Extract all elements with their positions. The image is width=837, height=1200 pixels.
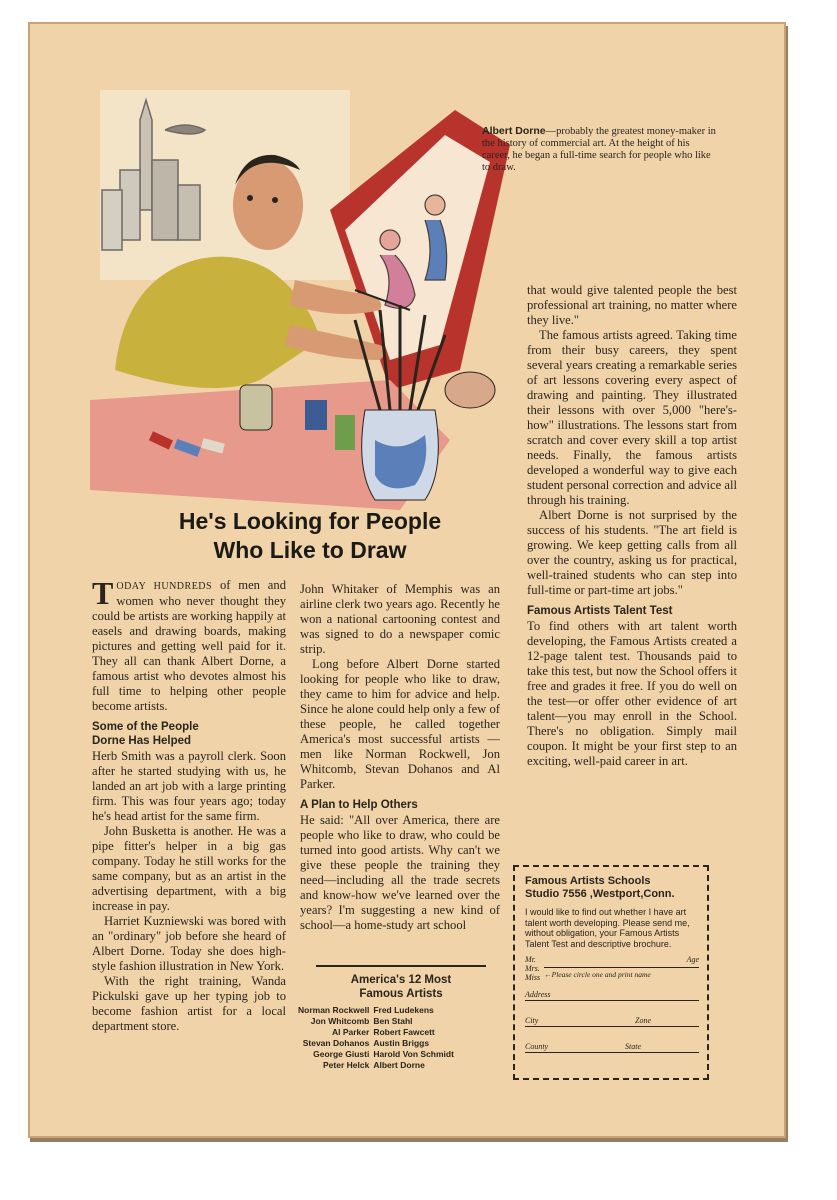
artist-name-right: Harold Von Schmidt xyxy=(373,1049,454,1059)
paragraph-herb-smith: Herb Smith was a payroll clerk. Soon after he started studying with us, he landed an art job with a large printing firm. This was four years ago; today he's head artist for the same firm. xyxy=(92,749,286,823)
caption-name: Albert Dorne xyxy=(482,125,546,137)
county-label: County xyxy=(525,1042,549,1051)
artist-row xyxy=(296,1016,456,1027)
article-column-2 xyxy=(300,582,500,933)
paragraph-john-whitaker: John Whitaker of Memphis was an airline clerk two years ago. Recently he won a national cartooning contest and was signed to do a newspaper comic strip. xyxy=(300,582,500,656)
famous-title-line-1: America's 12 Most xyxy=(350,974,452,986)
paragraph-artists-agreed: The famous artists agreed. Taking time from their busy careers, they spent several years creating a remarkable series of art lessons covering every aspect of drawing and painting. They illustrated their lessons with over 5,000 "here's-how" illustrations. The lessons start from scratch and cover every skill a top artist needs. Finally, the famous artists developed a wonderful way to give each student personal correction and advice all through his training. xyxy=(527,328,737,507)
famous-artists-list xyxy=(296,965,506,1071)
paragraph-continued: that would give talented people the best professional art training, no matter where they live." xyxy=(527,283,737,327)
paragraph-talent-test: To find others with art talent worth developing, the Famous Artists created a 12-page talent test. Thousands paid to take this test, but now the School offers it free and grades it free. If you do well on the test—or offer other evidence of art talent—you may enroll in the School. There's no obligation. Simply mail coupon. It might be your first step to an exciting, well-paid career in art. xyxy=(527,619,737,768)
subhead-talent-test: Famous Artists Talent Test xyxy=(527,605,673,617)
artist-row xyxy=(296,1027,456,1038)
title-mrs[interactable]: Mrs. xyxy=(525,964,540,973)
divider xyxy=(316,965,486,967)
artist-name-right: Ben Stahl xyxy=(373,1016,413,1026)
circle-note: ←Please circle one and print name xyxy=(544,970,651,979)
artist-name-left: Stevan Dohanos xyxy=(302,1038,370,1048)
artist-row xyxy=(296,1038,456,1049)
title-options[interactable] xyxy=(525,955,540,982)
intro-text: of men and women who never thought they could be artists are working happily at easels and drawing boards, making pictures and getting well paid for it. They all can thank Albert Dorne, a famous artist who devotes almost his full time to helping other people become artists. xyxy=(92,578,286,713)
city-label: City xyxy=(525,1016,539,1025)
intro-smallcaps: ODAY HUNDREDS xyxy=(116,581,213,592)
subhead-people-helped xyxy=(92,720,286,748)
famous-title-line-2: Famous Artists xyxy=(359,988,443,1000)
state-label: State xyxy=(625,1042,641,1051)
artist-row xyxy=(296,1049,456,1060)
age-label: Age xyxy=(686,955,699,964)
headline-line-1: He's Looking for People xyxy=(178,508,442,534)
article-column-1 xyxy=(92,575,286,1034)
headline xyxy=(110,507,510,565)
albert-dorne-illustration xyxy=(90,90,530,510)
intro-paragraph xyxy=(92,575,286,714)
paragraph-harriet-kuzniewski: Harriet Kuzniewski was bored with an "ordinary" job before she heard of Albert Dorne. Today she does high-style fashion illustration in New York. xyxy=(92,914,286,973)
paragraph-he-said: He said: "All over America, there are people who like to draw, who could be turned into good artists. Why can't we give these people the training they need—including all the trade secrets and know-how we've learned over the years? I'm suggesting a new kind of school—a home-study art school xyxy=(300,813,500,932)
subhead-plan: A Plan to Help Others xyxy=(300,799,418,811)
subhead-line-2: Dorne Has Helped xyxy=(92,735,192,747)
artist-row xyxy=(296,1060,456,1071)
name-line[interactable] xyxy=(544,955,699,968)
zone-label: Zone xyxy=(635,1016,651,1025)
name-row[interactable] xyxy=(525,955,699,982)
illustration-caption xyxy=(482,125,717,174)
artist-name-right: Albert Dorne xyxy=(373,1060,425,1070)
paragraph-wanda-pickulski: With the right training, Wanda Pickulski gave up her typing job to become fashion artist for a local department store. xyxy=(92,974,286,1033)
title-mr[interactable]: Mr. xyxy=(525,955,536,964)
bowl xyxy=(445,372,495,408)
famous-artists-title xyxy=(296,973,506,1001)
address-label: Address xyxy=(525,990,551,999)
county-state-field[interactable] xyxy=(525,1041,699,1053)
subhead-line-1: Some of the People xyxy=(92,721,199,733)
coupon-body: I would like to find out whether I have art talent worth developing. Please send me, without obligation, your Famous Artists Talent Test and descriptive brochure. xyxy=(525,907,690,949)
artist-name-right: Robert Fawcett xyxy=(373,1027,435,1037)
artist-name-right: Fred Ludekens xyxy=(373,1005,434,1015)
artist-name-left: Al Parker xyxy=(331,1027,370,1037)
artist-name-left: Norman Rockwell xyxy=(298,1005,370,1015)
city-zone-field[interactable] xyxy=(525,1015,699,1027)
article-column-3 xyxy=(527,283,737,769)
paragraph-john-busketta: John Busketta is another. He was a pipe fitter's helper in a big gas company. Today he still works for the same company, but as an artist in the advertising department, with a big increase in pay. xyxy=(92,824,286,913)
artists-table xyxy=(296,1005,456,1071)
headline-line-2: Who Like to Draw xyxy=(213,537,407,563)
address-field[interactable] xyxy=(525,989,699,1001)
caption-text: —probably the greatest money-maker in the history of commercial art. At the height of his career, he began a full-time search for people who like to draw. xyxy=(482,126,716,173)
coupon-school: Famous Artists Schools xyxy=(525,875,651,887)
artist-name-right: Austin Briggs xyxy=(373,1038,430,1048)
artist-name-left: Peter Helck xyxy=(323,1060,370,1070)
coupon-studio: Studio 7556 ,Westport,Conn. xyxy=(525,888,675,900)
drop-cap: T xyxy=(92,575,114,611)
name-field[interactable] xyxy=(544,955,699,982)
title-miss[interactable]: Miss xyxy=(525,973,541,982)
artist-name-left: Jon Whitcomb xyxy=(310,1016,370,1026)
paragraph-not-surprised: Albert Dorne is not surprised by the success of his students. "The art field is growing. We keep getting calls from all over the country, asking us for practical, well-trained students who can step into full-time or part-time art jobs." xyxy=(527,508,737,597)
artist-name-left: George Giusti xyxy=(313,1049,370,1059)
mail-coupon[interactable] xyxy=(513,865,709,1080)
artist-row xyxy=(296,1005,456,1016)
paragraph-dorne-advice: Long before Albert Dorne started looking for people who like to draw, they came to him for advice and help. Since he alone could help only a few of these people, he called together America's most successful artists —men like Norman Rockwell, Jon Whitcomb, Stevan Dohanos and Al Parker. xyxy=(300,657,500,791)
